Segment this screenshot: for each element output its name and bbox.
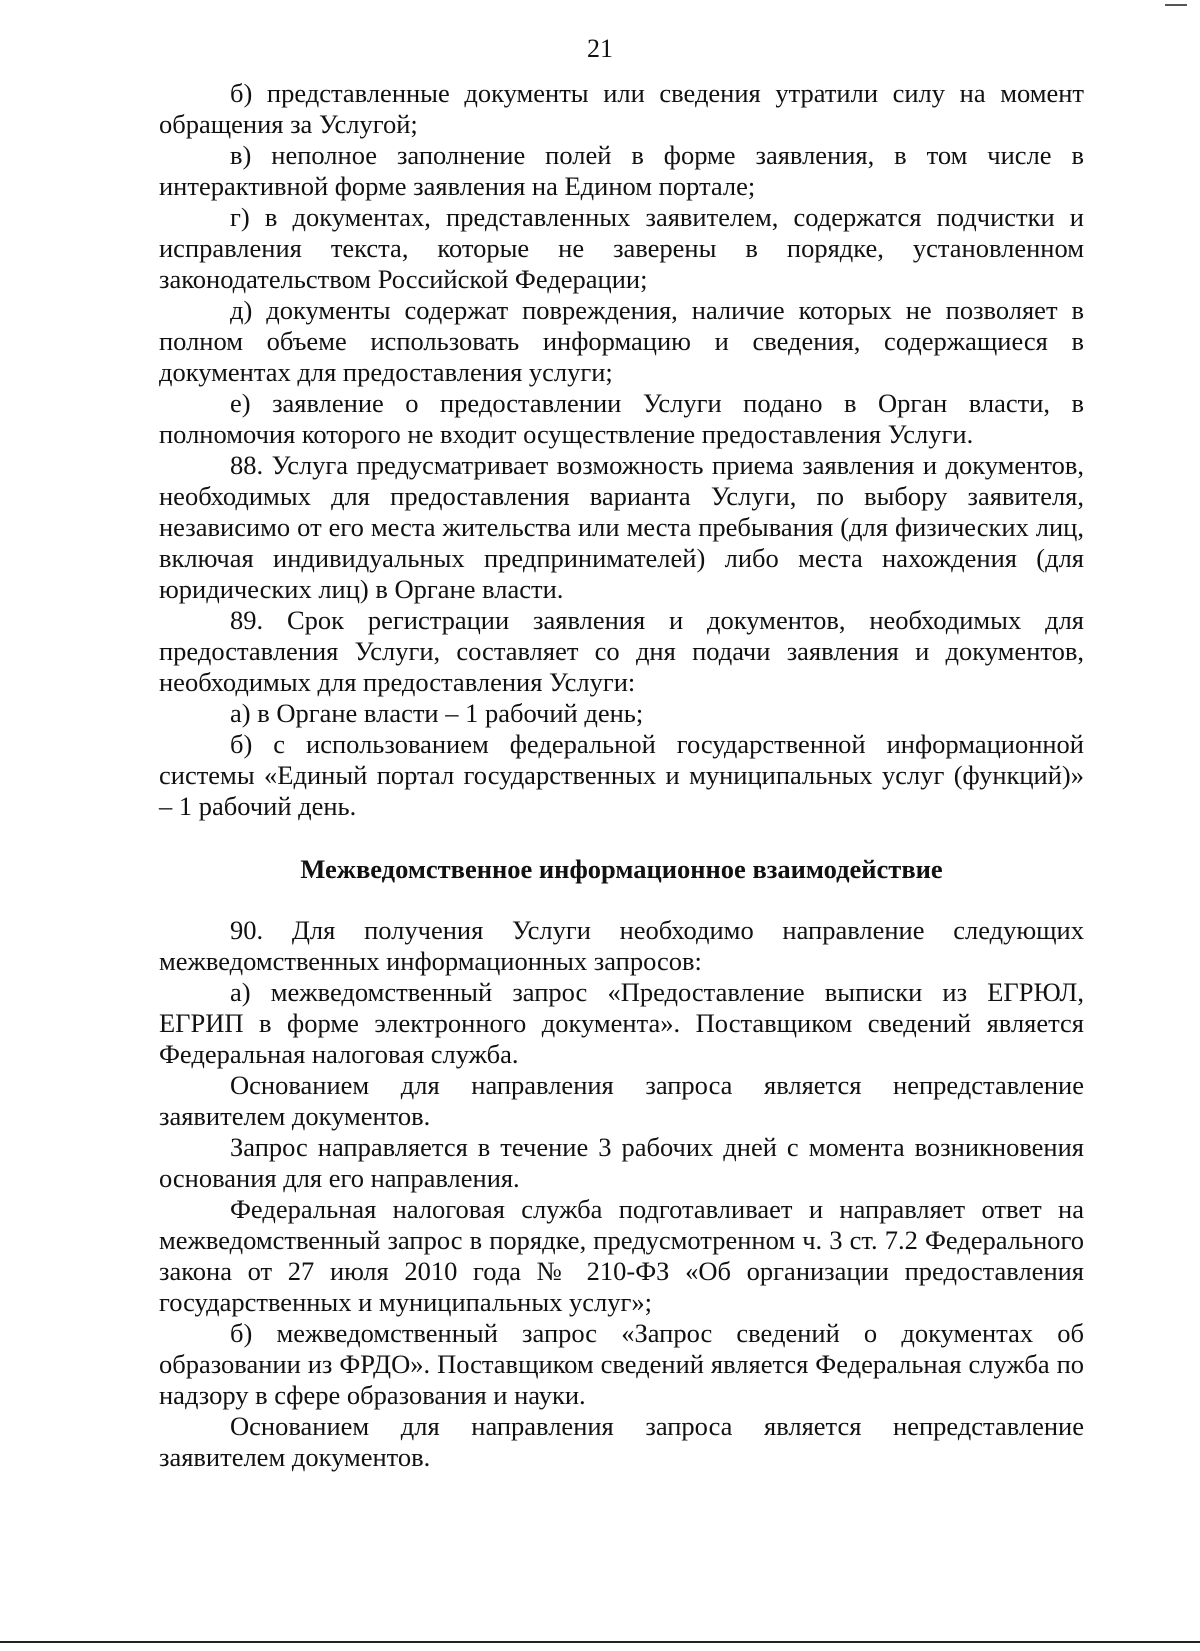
paragraph-b-invalid-documents: б) представленные документы или сведения утратили силу на момент обращения за Услугой; <box>159 78 1084 139</box>
paragraph-e-wrong-authority: е) заявление о предоставлении Услуги подано в Орган власти, в полномочия которого не входит осуществление предоставления Услуги. <box>159 388 1084 449</box>
paragraph-90-a-basis: Основанием для направления запроса является непредставление заявителем документов. <box>159 1070 1084 1131</box>
paragraph-89-b-portal: б) с использованием федеральной государственной информационной системы «Единый портал государственных и муниципальных услуг (функций)» – 1 рабочий день. <box>159 729 1084 821</box>
page-number: 21 <box>587 34 613 63</box>
paragraph-90-a-timing: Запрос направляется в течение 3 рабочих дней с момента возникновения основания для его направления. <box>159 1132 1084 1193</box>
paragraph-v-incomplete-fields: в) неполное заполнение полей в форме заявления, в том числе в интерактивной форме заявления на Едином портале; <box>159 140 1084 201</box>
paragraph-90-b-frdo-request: б) межведомственный запрос «Запрос сведений о документах об образовании из ФРДО». Поставщиком сведений является Федеральная служба по надзору в сфере образования и науки. <box>159 1318 1084 1410</box>
document-body <box>159 78 1084 1473</box>
paragraph-89-registration-term: 89. Срок регистрации заявления и документов, необходимых для предоставления Услуги, составляет со дня подачи заявления и документов, необходимых для предоставления Услуги: <box>159 605 1084 697</box>
paragraph-90-a-response: Федеральная налоговая служба подготавливает и направляет ответ на межведомственный запрос в порядке, предусмотренном ч. 3 ст. 7.2 Федерального закона от 27 июля 2010 года № 210-ФЗ «Об организации предоставления государственных и муниципальных услуг»; <box>159 1194 1084 1317</box>
paragraph-90-requests: 90. Для получения Услуги необходимо направление следующих межведомственных информационных запросов: <box>159 915 1084 976</box>
paragraph-g-corrections: г) в документах, представленных заявителем, содержатся подчистки и исправления текста, которые не заверены в порядке, установленном законодательством Российской Федерации; <box>159 202 1084 294</box>
paragraph-90-a-egrul-request: а) межведомственный запрос «Предоставление выписки из ЕГРЮЛ, ЕГРИП в форме электронного документа». Поставщиком сведений является Федеральная налоговая служба. <box>159 977 1084 1069</box>
section-heading: Межведомственное информационное взаимодействие <box>300 854 943 884</box>
bottom-scan-line <box>0 1641 1200 1643</box>
paragraph-88-service-reception: 88. Услуга предусматривает возможность приема заявления и документов, необходимых для предоставления варианта Услуги, по выбору заявителя, независимо от его места жительства или места пребывания (для физических лиц, включая индивидуальных предпринимателей) либо места нахождения (для юридических лиц) в Органе власти. <box>159 450 1084 604</box>
scan-corner-mark <box>1165 4 1187 14</box>
paragraph-d-damaged-documents: д) документы содержат повреждения, наличие которых не позволяет в полном объеме использовать информацию и сведения, содержащиеся в документах для предоставления услуги; <box>159 295 1084 387</box>
paragraph-89-a-authority: а) в Органе власти – 1 рабочий день; <box>230 698 644 728</box>
paragraph-90-b-basis: Основанием для направления запроса является непредставление заявителем документов. <box>159 1411 1084 1472</box>
